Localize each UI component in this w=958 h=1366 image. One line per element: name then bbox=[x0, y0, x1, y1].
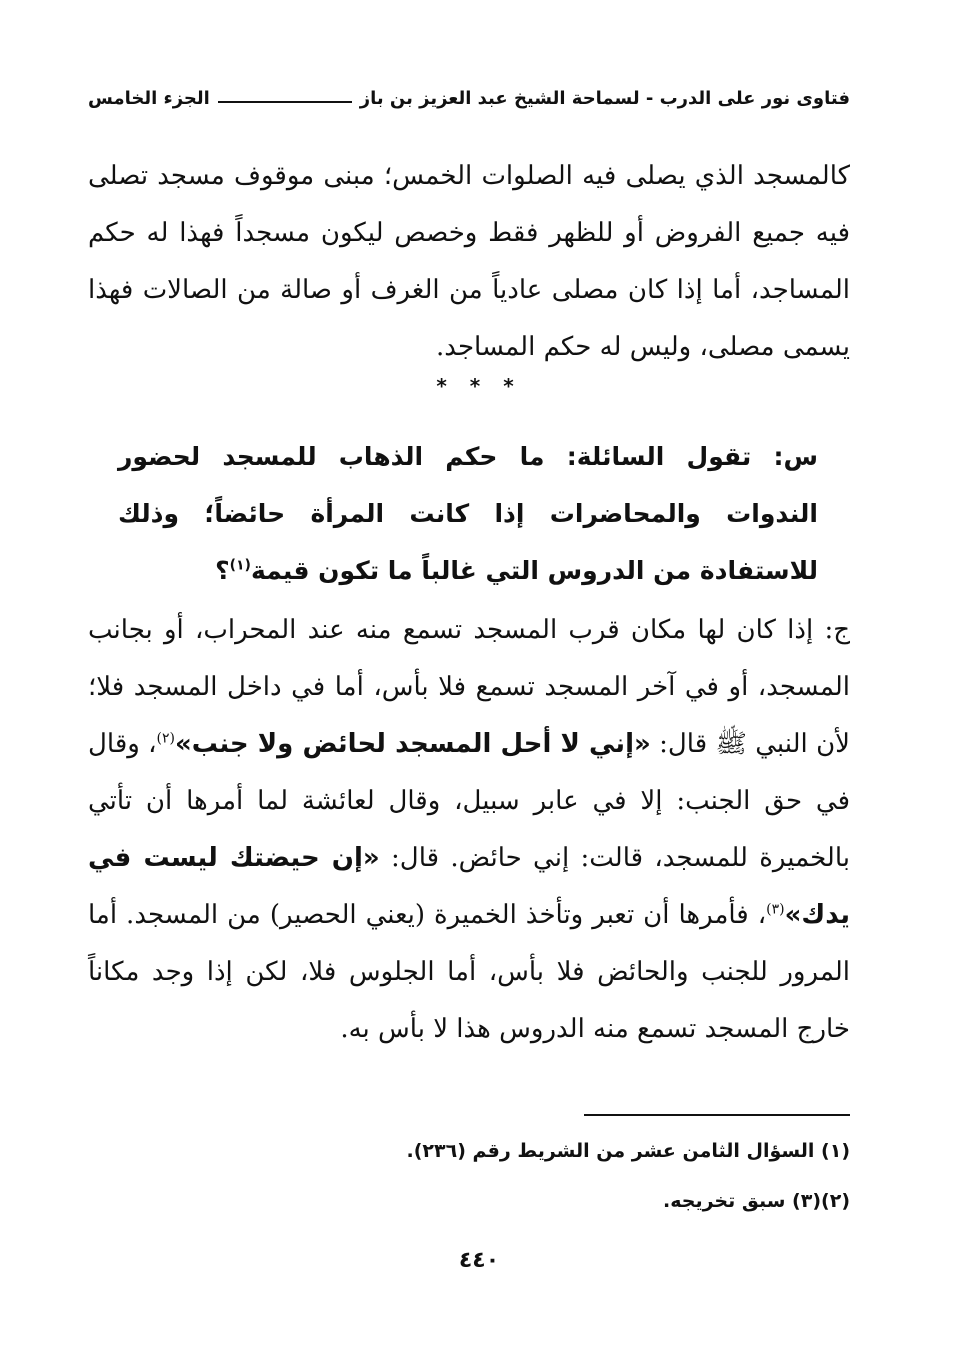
running-header bbox=[88, 88, 850, 109]
answer-text-2: ، وقال في حق الجنب: إلا في عابر سبيل، وقال لعائشة لما أمرها أن تأتي بالخميرة للمسجد، قالت: إني حائض. قال: bbox=[88, 729, 850, 873]
footnotes bbox=[88, 1126, 850, 1226]
header-volume-title: الجزء الخامس bbox=[88, 88, 210, 109]
question-text: س: تقول السائلة: ما حكم الذهاب للمسجد لحضور الندوات والمحاضرات إذا كانت المرأة حائضاً؛ وذلك للاستفادة من الدروس التي غالباً ما تكون قيمة bbox=[118, 442, 818, 585]
footnote-rule bbox=[584, 1114, 850, 1116]
answer-text-1: ج: إذا كان لها مكان قرب المسجد تسمع منه عند المحراب، أو بجانب المسجد، أو في آخر المسجد تسمع فلا بأس، أما في داخل المسجد فلا؛ لأن النبي ﷺ قال: bbox=[88, 615, 850, 759]
answer-text-3: ، فأمرها أن تعبر وتأخذ الخميرة (يعني الحصير) من المسجد. أما المرور للجنب والحائض فلا بأس، أما الجلوس فلا، لكن إذا وجد مكاناً خارج المسجد تسمع منه الدروس هذا لا بأس به. bbox=[88, 900, 850, 1044]
answer-paragraph bbox=[88, 602, 850, 1058]
hadith-quote-1: «إني لا أحل المسجد لحائض ولا جنب» bbox=[175, 729, 651, 759]
hadith-quote-2: «إن حيضتك ليست في يدك» bbox=[88, 843, 850, 930]
footnote-1: (١) السؤال الثامن عشر من الشريط رقم (٢٣٦). bbox=[406, 1140, 850, 1162]
paragraph-continuation: كالمسجد الذي يصلى فيه الصلوات الخمس؛ مبنى موقوف مسجد تصلى فيه جميع الفروض أو للظهر فقط وخصص ليكون مسجداً فهذا له حكم المساجد، أما إذا كان مصلى عادياً من الغرف أو صالة من الصالات فهذا يسمى مصلى، وليس له حكم المساجد. bbox=[88, 161, 850, 362]
page-number: ٤٤٠ bbox=[458, 1248, 500, 1273]
footnote-ref-1: (١) bbox=[229, 557, 251, 574]
footnote-ref-2: (٢) bbox=[156, 730, 175, 747]
question-paragraph bbox=[118, 428, 818, 599]
question-mark: ؟ bbox=[215, 556, 230, 585]
footnote-2: (٢)(٣) سبق تخريجه. bbox=[663, 1190, 850, 1212]
footnote-ref-3: (٣) bbox=[766, 901, 785, 918]
header-book-title: فتاوى نور على الدرب - لسماحة الشيخ عبد العزيز بن باز bbox=[359, 88, 850, 109]
section-separator: * * * bbox=[436, 374, 522, 398]
header-rule bbox=[218, 101, 352, 103]
